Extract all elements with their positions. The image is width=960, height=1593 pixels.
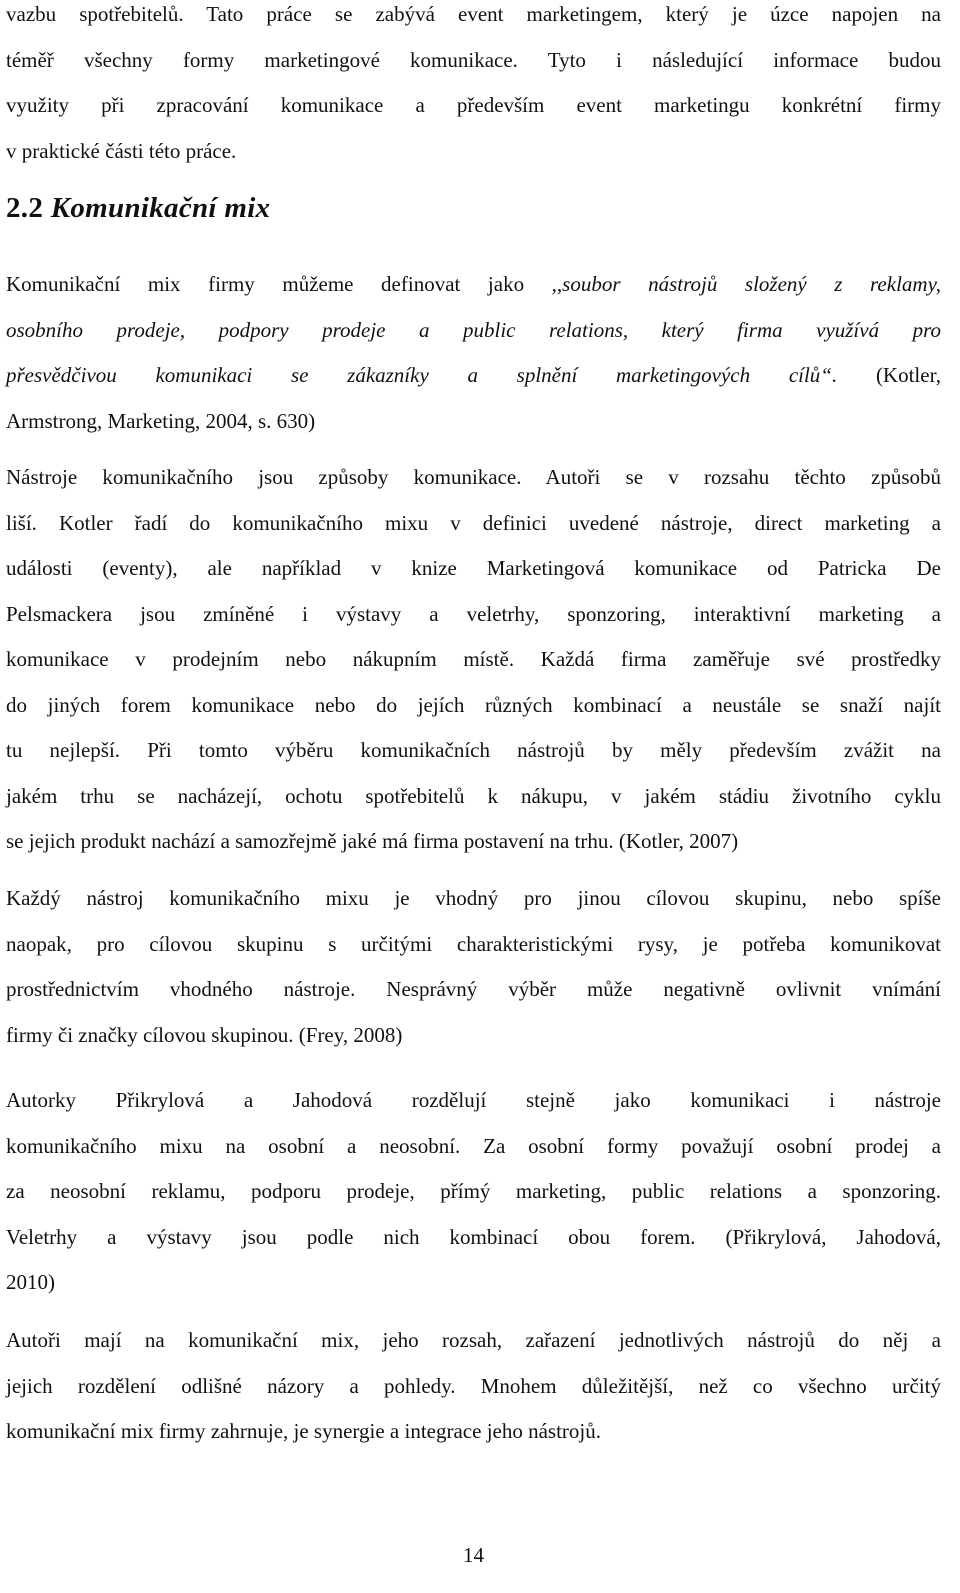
text-line: jejich rozdělení odlišné názory a pohledy. Mnohem důležitější, než co všechno určitý <box>6 1373 941 1398</box>
text-line: Autoři mají na komunikační mix, jeho rozsah, zařazení jednotlivých nástrojů do něj a <box>6 1328 941 1352</box>
paragraph-authors <box>6 1078 941 1306</box>
text-line: využity při zpracování komunikace a především event marketingu konkrétní firmy <box>6 93 941 117</box>
paragraph-target-group <box>6 876 941 1058</box>
paragraph-intro <box>6 0 941 174</box>
text-line: komunikační mix firmy zahrnuje, je synergie a integrace jeho nástrojů. <box>6 1419 602 1443</box>
text-line: prostřednictvím vhodného nástroje. Nesprávný výběr může negativně ovlivnit vnímání <box>6 977 941 1001</box>
page-number: 14 <box>463 1543 484 1567</box>
text-line: tu nejlepší. Při tomto výběru komunikačních nástrojů by měly především zvážit na <box>6 738 941 762</box>
text-line: téměř všechny formy marketingové komunikace. Tyto i následující informace budou <box>6 47 941 72</box>
definition-quote: přesvědčivou komunikaci se zákazníky a splnění marketingových cílů“. <box>6 363 838 387</box>
definition-lead: Komunikační mix firmy můžeme definovat jako <box>6 272 525 296</box>
section-heading <box>6 192 270 225</box>
citation: Armstrong, Marketing, 2004, s. 630) <box>6 408 316 433</box>
text-line <box>6 353 941 399</box>
text-line: komunikačního mixu na osobní a neosobní. Za osobní formy považují osobní prodej a <box>6 1133 941 1158</box>
paragraph-definition <box>6 262 941 444</box>
text-line: firmy či značky cílovou skupinou. (Frey, 2008) <box>6 1022 403 1047</box>
section-number: 2.2 <box>6 192 44 224</box>
definition-quote: ,,soubor nástrojů složený z reklamy, <box>551 272 941 296</box>
paragraph-tools <box>6 455 941 865</box>
text-line: do jiných forem komunikace nebo do jejích různých kombinací a neustále se snaží najít <box>6 692 941 717</box>
text-line: Každý nástroj komunikačního mixu je vhodný pro jinou cílovou skupinu, nebo spíše <box>6 886 941 910</box>
definition-quote: osobního prodeje, podpory prodeje a public relations, který firma využívá pro <box>6 317 941 342</box>
text-line: v praktické části této práce. <box>6 138 237 163</box>
text-line: liší. Kotler řadí do komunikačního mixu v definici uvedené nástroje, direct marketing a <box>6 510 941 535</box>
text-line: vazbu spotřebitelů. Tato práce se zabývá event marketingem, který je úzce napojen na <box>6 2 941 26</box>
text-line: 2010) <box>6 1270 55 1294</box>
text-line: Autorky Přikrylová a Jahodová rozdělují stejně jako komunikaci i nástroje <box>6 1088 941 1112</box>
text-line: Nástroje komunikačního jsou způsoby komunikace. Autoři se v rozsahu těchto způsobů <box>6 465 941 489</box>
text-line: události (eventy), ale například v knize Marketingová komunikace od Patricka De <box>6 556 941 580</box>
text-line: naopak, pro cílovou skupinu s určitými charakteristickými rysy, je potřeba komunikovat <box>6 931 941 956</box>
text-line <box>6 262 941 308</box>
text-line: Pelsmackera jsou zmíněné i výstavy a veletrhy, sponzoring, interaktivní marketing a <box>6 601 941 626</box>
section-title: Komunikační mix <box>50 192 271 224</box>
text-line: Veletrhy a výstavy jsou podle nich kombinací obou forem. (Přikrylová, Jahodová, <box>6 1224 941 1249</box>
text-line: komunikace v prodejním nebo nákupním místě. Každá firma zaměřuje své prostředky <box>6 647 941 671</box>
text-line: se jejich produkt nachází a samozřejmě jaké má firma postavení na trhu. (Kotler, 2007) <box>6 829 739 853</box>
paragraph-conclusion <box>6 1318 941 1455</box>
text-line: jakém trhu se nacházejí, ochotu spotřebitelů k nákupu, v jakém stádiu životního cyklu <box>6 783 941 808</box>
text-line: za neosobní reklamu, podporu prodeje, přímý marketing, public relations a sponzoring. <box>6 1179 941 1203</box>
citation: (Kotler, <box>875 363 941 387</box>
